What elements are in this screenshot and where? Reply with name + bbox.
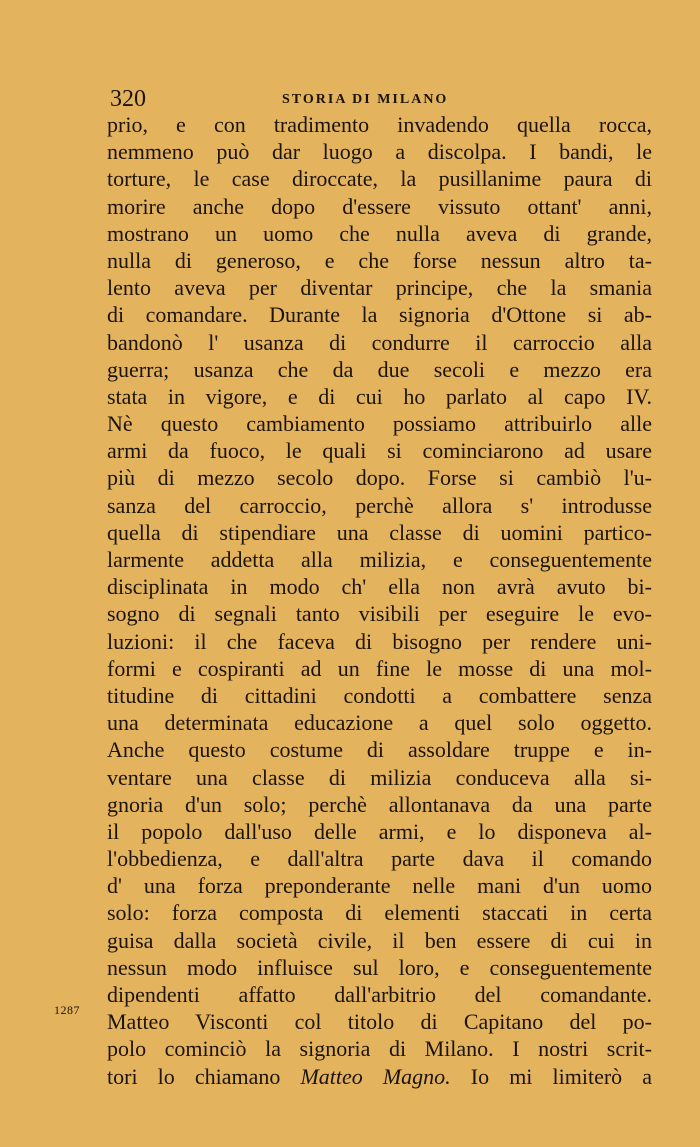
text-line: quella di stipendiare una classe di uomini partico-	[107, 519, 652, 545]
text-line: Anche questo costume di assoldare truppe e in-	[107, 737, 652, 763]
page-header	[110, 86, 650, 110]
italic-name: Matteo Magno.	[300, 1063, 451, 1089]
text-line: l'obbedienza, e dall'altra parte dava il comando	[107, 846, 652, 872]
text-line: più di mezzo secolo dopo. Forse si cambiò l'u-	[107, 465, 652, 491]
text-line-end: Io mi limiterò a	[470, 1063, 653, 1089]
text-line: prio, e con tradimento invadendo quella rocca,	[107, 112, 652, 137]
text-line: nemmeno può dar luogo a discolpa. I bandi, le	[107, 139, 652, 165]
text-line: polo cominciò la signoria di Milano. I nostri scrit-	[107, 1036, 652, 1062]
text-line: nulla di generoso, e che forse nessun altro ta-	[107, 247, 652, 273]
text-line: d' una forza preponderante nelle mani d'un uomo	[107, 873, 652, 899]
text-line: guisa dalla società civile, il ben essere di cui in	[107, 927, 652, 953]
text-line: lento aveva per diventar principe, che la smania	[107, 275, 652, 301]
text-line: sogno di segnali tanto visibili per eseguire le evo-	[107, 601, 652, 627]
text-line: sanza del carroccio, perchè allora s' introdusse	[107, 492, 652, 518]
text-line	[107, 1063, 652, 1090]
text-line: titudine di cittadini condotti a combattere senza	[107, 682, 652, 708]
text-line: bandonò l' usanza di condurre il carroccio alla	[107, 329, 652, 355]
text-line: il popolo dall'uso delle armi, e lo disponeva al-	[107, 818, 652, 844]
body-text	[107, 111, 652, 1090]
page-number: 320	[110, 86, 146, 112]
text-line: di comandare. Durante la signoria d'Ottone si ab-	[107, 302, 652, 328]
text-line: mostrano un uomo che nulla aveva di grande,	[107, 220, 652, 246]
text-line: nessun modo influisce sul loro, e conseguentemente	[107, 954, 652, 980]
text-line: dipendenti affatto dall'arbitrio del comandante.	[107, 982, 652, 1007]
text-line: luzioni: il che faceva di bisogno per rendere uni-	[107, 628, 652, 654]
text-line: stata in vigore, e di cui ho parlato al capo IV.	[107, 383, 652, 409]
margin-note-year: 1287	[54, 1003, 80, 1017]
text-line: guerra; usanza che da due secoli e mezzo era	[107, 356, 652, 382]
text-line: armi da fuoco, le quali si cominciarono ad usare	[107, 438, 652, 464]
text-line: una determinata educazione a quel solo oggetto.	[107, 710, 652, 736]
text-line: gnoria d'un solo; perchè allontanava da una parte	[107, 791, 652, 817]
text-line-start: tori lo chiamano	[107, 1063, 281, 1089]
text-line: disciplinata in modo ch' ella non avrà avuto bi-	[107, 574, 652, 600]
text-line: Nè questo cambiamento possiamo attribuirlo alle	[107, 411, 652, 437]
text-line: larmente addetta alla milizia, e conseguentemente	[107, 547, 652, 572]
text-line: ventare una classe di milizia conduceva alla si-	[107, 764, 652, 790]
text-line: torture, le case diroccate, la pusillanime paura di	[107, 166, 652, 192]
text-line: morire anche dopo d'essere vissuto ottant' anni,	[107, 193, 652, 219]
text-line: Matteo Visconti col titolo di Capitano del po-	[107, 1009, 652, 1035]
text-line: formi e cospiranti ad un fine le mosse di una mol-	[107, 655, 652, 681]
running-title: STORIA DI MILANO	[282, 92, 449, 107]
text-line: solo: forza composta di elementi staccati in certa	[107, 900, 652, 926]
